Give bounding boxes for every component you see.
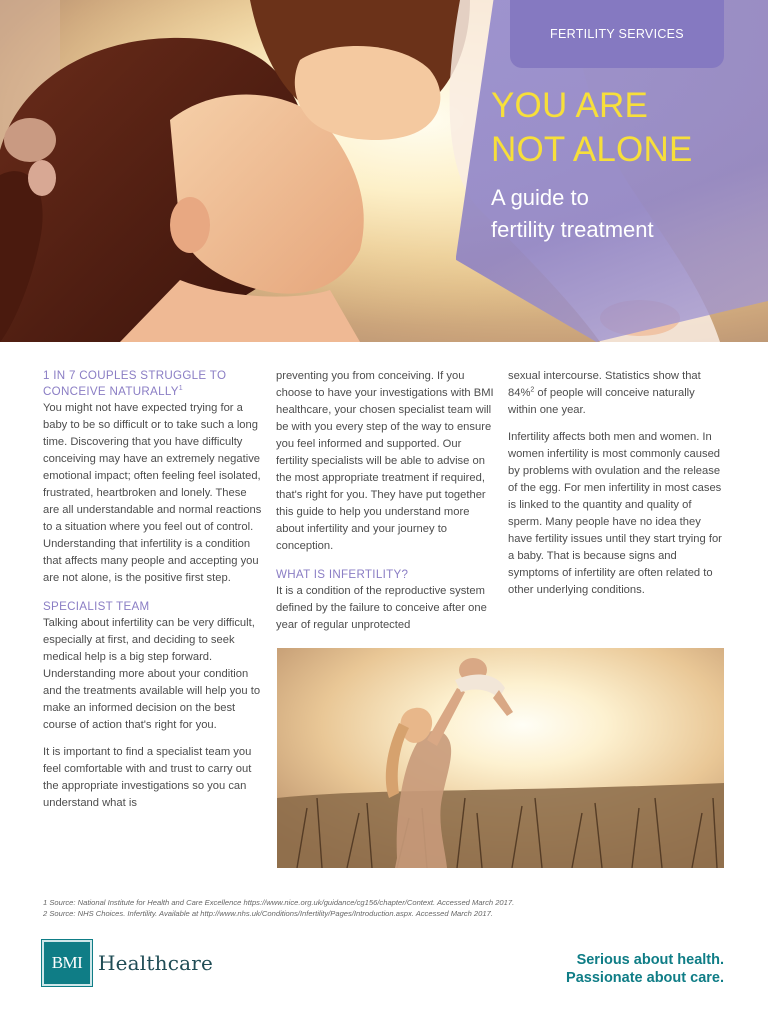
title-line-2: NOT ALONE [491, 130, 693, 169]
tab-label: FERTILITY SERVICES [550, 27, 684, 41]
logo-mark-text: BMI [51, 953, 83, 972]
hero-subtitle [491, 182, 751, 246]
paragraph-preventing: preventing you from conceiving. If you choose to have your investigations with BMI healthcare, your chosen specialist team will be with you every step of the way to ensure you feel informed and supported. Our fertility specialists will be able to advise on the most appropriate treatment if required, that's right for you. They have put together this guide to help you understand more about infertility and your journey to conception. [276, 370, 494, 552]
stat-text-a: sexual intercourse. Statistics show that 84% [508, 370, 701, 399]
paragraph-statistics [508, 368, 726, 419]
paragraph-intro: You might not have expected trying for a baby to be so difficult or to take such a long time. Discovering that you have difficulty conceiving may have an extremely negative emotional impact; often feeling feel isolated, frustrated, heartbroken and lonely. These are all understandable and normal reactions to a situation where you feel out of control. Understanding that infertility is a condition that affects many people and accepting you are not alone, is the positive first step. [43, 402, 262, 584]
footnote-ref: 1 [178, 385, 183, 393]
slogan [566, 951, 724, 987]
paragraph-specialist: Talking about infertility can be very difficult, especially at first, and deciding to seek medical help is a big step forward. Understanding more about your condition and the treatments available will help you to make an informed decision on the best course of action that's right for you. [43, 617, 261, 731]
footnotes [43, 897, 683, 919]
column-1 [43, 368, 263, 820]
slogan-line-1: Serious about health. [576, 952, 724, 968]
logo-wordmark: Healthcare [98, 951, 214, 975]
slogan-line-2: Passionate about care. [566, 970, 724, 986]
heading-text: 1 IN 7 COUPLES STRUGGLE TO CONCEIVE NATURALLY [43, 369, 227, 398]
heading-couples-struggle [43, 368, 263, 400]
column-2 [276, 368, 494, 642]
footnote-1: 1 Source: National Institute for Health and Care Excellence https://www.nice.org.uk/guidance/cg156/chapter/Context. Accessed March 2017. [43, 898, 515, 907]
paragraph-men-and-women: Infertility affects both men and women. In women infertility is most commonly caused by problems with ovulation and the release of the egg. For men infertility in most cases is linked to the quantity and quality of sperm. Many people have no idea they have fertility issues until they start trying for a baby. That is because signs and symptoms of infertility are often related to other underlying conditions. [508, 431, 722, 596]
sunset-field-illustration [277, 648, 724, 868]
column-3 [508, 368, 726, 607]
footnote-ref: 2 [530, 386, 535, 394]
footnote-2: 2 Source: NHS Choices. Infertility. Available at http://www.nhs.uk/Conditions/Infertility/Pages/Introduction.aspx. Accessed March 2017. [43, 909, 493, 918]
subtitle-line-2: fertility treatment [491, 217, 654, 242]
bmi-healthcare-logo [42, 940, 213, 986]
paragraph-definition: It is a condition of the reproductive system defined by the failure to conceive after one year of regular unprotected [276, 585, 487, 631]
paragraph-important: It is important to find a specialist team you feel comfortable with and trust to carry out the appropriate investigations so you can understand what is [43, 746, 252, 809]
photo-mother-lifting-child [277, 648, 724, 868]
subtitle-line-1: A guide to [491, 185, 589, 210]
hero-banner [0, 0, 768, 342]
heading-what-is-infertility: WHAT IS INFERTILITY? [276, 568, 409, 581]
stat-text-b: of people will conceive naturally within one year. [508, 387, 695, 416]
hero-title [491, 84, 761, 172]
title-line-1: YOU ARE [491, 86, 649, 125]
bmi-logo-mark [42, 940, 92, 986]
fertility-services-tab [510, 0, 724, 68]
heading-specialist-team: SPECIALIST TEAM [43, 600, 150, 613]
